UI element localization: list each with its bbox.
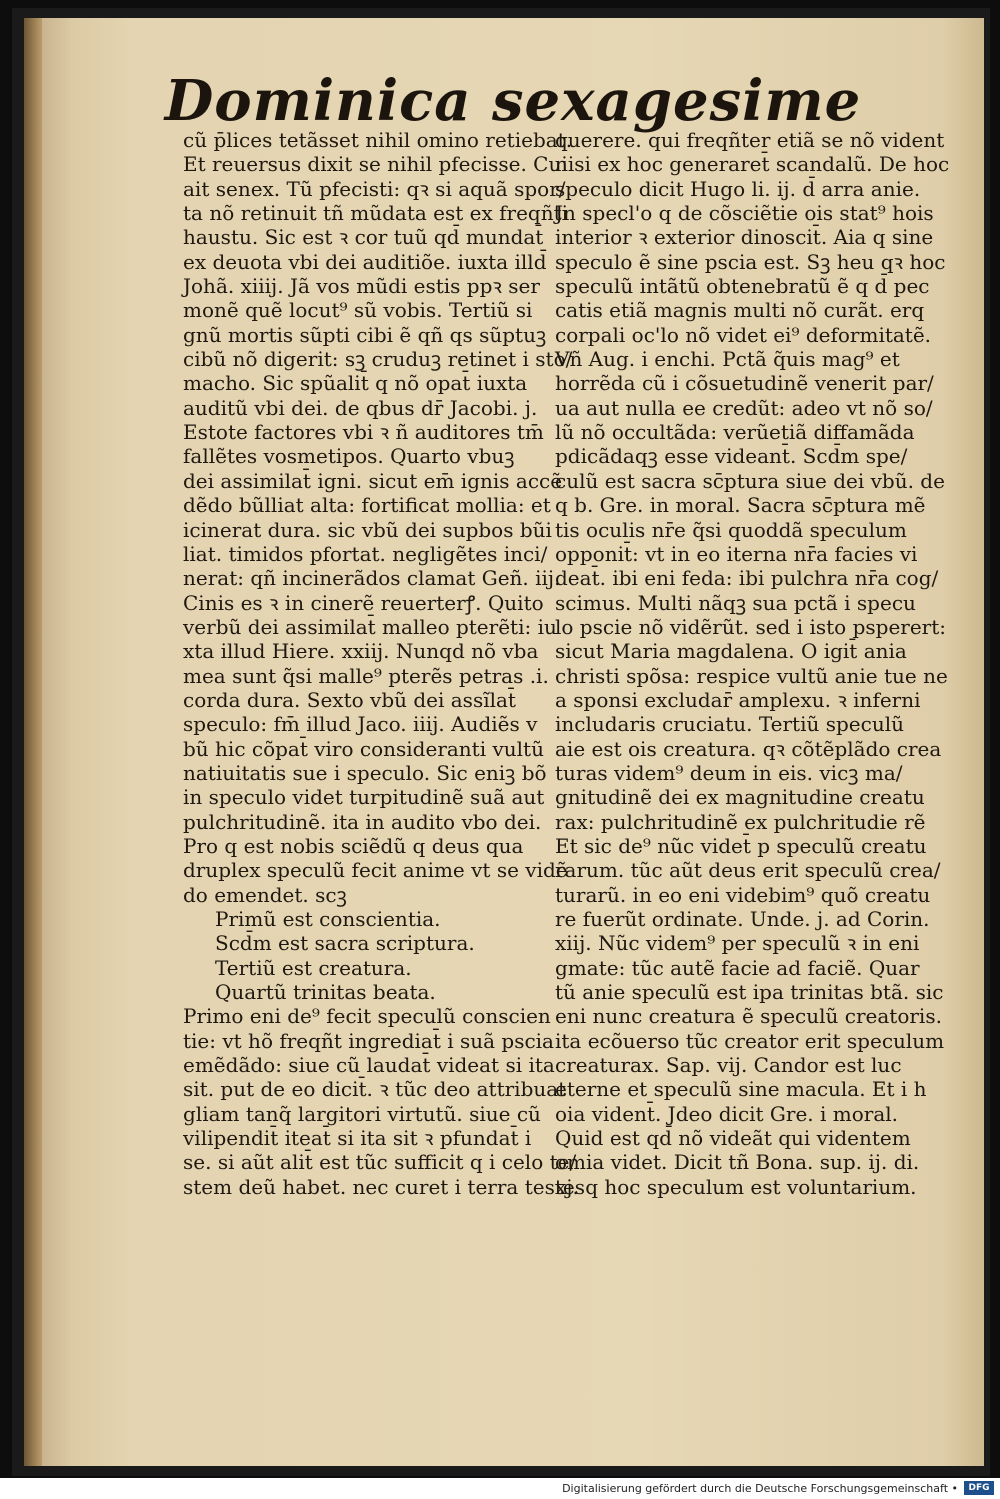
text-line: includaris cruciatu. Tertiũ speculũ (555, 712, 904, 737)
text-line: pulchritudinẽ. ita in audito vbo dei. (183, 809, 542, 834)
text-line: verbũ dei assimilat̄ malleo pterẽti: iu (183, 614, 557, 639)
text-line: corda dura. Sexto vbũ dei assĩlat̄ (183, 687, 516, 712)
funding-notice: Digitalisierung gefördert durch die Deutsche Forschungsgemeinschaft • (562, 1482, 958, 1495)
text-line: vilipendit̄ iteat̄ si ita sit ꝛ pfundat̄ i (183, 1126, 532, 1151)
text-line: lũ nõ occultãda: verũetiã diffamãda (555, 420, 915, 445)
text-line: Quid est qd̄ nõ videãt qui videntem (555, 1126, 911, 1151)
text-line: tie: vt hõ freqñt ingrediat̄ i suã pscia (183, 1028, 554, 1053)
text-line: lo pscie nõ vidẽrũt. sed i isto psperert: (555, 614, 947, 639)
text-line: xta illud Hiere. xxiij. Nunqd nõ vba (183, 639, 539, 664)
text-line: Jn specl'o q de cõsciẽtie ois stat⁹ hois (555, 201, 934, 226)
text-line: deat̄. ibi eni feda: ibi pulchra nr̄a cog/ (555, 566, 939, 591)
text-line: opponit̄: vt in eo iterna nr̄a facies vi (555, 541, 918, 566)
text-line: mea sunt q̃si malle⁹ pterẽs petras .i. (183, 663, 549, 688)
text-line: gnitudinẽ dei ex magnitudine creatu (555, 785, 925, 810)
text-line: druplex speculũ fecit anime vt se vidẽ (183, 858, 568, 883)
text-line: Estote factores vbi ꝛ ñ auditores tm̄ (183, 420, 544, 445)
text-line: dei assimilat̄ igni. sicut em̄ ignis accẽ (183, 468, 563, 493)
text-line: se. si aũt alit̄ est tũc sufficit q i celo te/ (183, 1150, 577, 1175)
text-line: culũ est sacra sc̄ptura siue dei vbũ. de (555, 468, 945, 493)
text-line: nisi ex hoc generaret̄ scandalũ. De hoc (555, 152, 950, 177)
dfg-logo: DFG (964, 1481, 994, 1495)
text-line: Vñ Aug. i enchi. Pctã q̃uis mag⁹ et (555, 347, 900, 372)
text-line: gmate: tũc autẽ facie ad faciẽ. Quar (555, 955, 920, 980)
text-line: oia vident̄. Jdeo dicit Gre. i moral. (555, 1101, 899, 1126)
text-line: interior ꝛ exterior dinoscit̄. Aia q sine (555, 225, 934, 250)
text-line: monẽ quẽ locut⁹ sũ vobis. Tertiũ si (183, 298, 533, 323)
text-line: rarum. tũc aũt deus erit speculũ crea/ (555, 858, 941, 883)
text-line: auditũ vbi dei. de qbus dr̄ Jacobi. j. (183, 395, 538, 420)
text-line: do emendet. scꝫ (183, 882, 347, 907)
text-line: ex deuota vbi dei auditiõe. iuxta illd̄ (183, 249, 547, 274)
text-line: sicut Maria magdalena. O igit̄ ania (555, 639, 907, 664)
text-line: eni nunc creatura ẽ speculũ creatoris. (555, 1004, 942, 1029)
text-line: tis oculis nr̄e q̃si quoddã speculum (555, 517, 907, 542)
text-line: speculũ intãtũ obtenebratũ ẽ q d̄ pec (555, 274, 930, 299)
text-line: natiuitatis sue i speculo. Sic eniꝫ bõ (183, 760, 547, 785)
text-line: horrẽda cũ i cõsuetudinẽ venerit par/ (555, 371, 934, 396)
left-text-column (183, 128, 585, 1199)
text-line: turas videm⁹ deum in eis. vicꝫ ma/ (555, 760, 903, 785)
text-line: re fuerũt ordinate. Unde. j. ad Corin. (555, 907, 930, 931)
text-line: speculo ẽ sine pscia est. Sꝫ heu qꝛ hoc (555, 249, 946, 274)
text-line: aie est ois creatura. qꝛ cõtẽplãdo crea (555, 736, 942, 761)
text-line: gliam tanq̃ largitori virtutũ. siue cũ (183, 1101, 541, 1126)
text-line: christi spõsa: respice vultũ anie tue ne (555, 663, 948, 688)
text-line: eterne et speculũ sine macula. Et i h (555, 1077, 927, 1102)
text-line: xiij. Nũc videm⁹ per speculũ ꝛ in eni (555, 931, 920, 956)
text-line: a sponsi excludar̄ amplexu. ꝛ inferni (555, 687, 921, 712)
text-line: macho. Sic spũalit̄ q nõ opat̄ iuxta (183, 371, 528, 396)
text-line: querere. qui freqñter etiã se nõ vident (555, 128, 945, 152)
text-line: cũ p̄lices tetãsset nihil omino retiebat. (183, 128, 573, 152)
text-line: emẽdãdo: siue cũ laudat̄ videat si ita (183, 1053, 555, 1078)
right-text-column (555, 128, 950, 1199)
text-line: liat. timidos pfortat. negligẽtes inci/ (183, 541, 548, 566)
text-line: scimus. Multi nãqꝫ sua pctã i specu (555, 590, 916, 615)
text-line: pdicãdaqꝫ esse videant̄. Scd̄m spe/ (555, 444, 908, 469)
text-line: catis etiã magnis multi nõ curãt. erq (555, 298, 925, 323)
text-line: xj. q hoc speculum est voluntarium. (555, 1174, 917, 1199)
text-line: stem deũ habet. nec curet i terra testes (183, 1174, 585, 1199)
text-line: cibũ nõ digerit: sꝫ cruduꝫ retinet i sto/ (183, 347, 573, 372)
text-line: Et reuersus dixit se nihil pfecisse. Cui (183, 152, 568, 177)
text-line: Primo eni de⁹ fecit speculũ conscien (183, 1004, 551, 1029)
text-line: Scd̄m est sacra scriptura. (215, 931, 475, 956)
text-line: gnũ mortis sũpti cibi ẽ qñ qs sũptuꝫ (183, 322, 547, 347)
text-line: Primũ est conscientia. (215, 907, 441, 931)
text-line: speculo dicit Hugo li. ij. d̄ arra anie. (555, 176, 921, 201)
text-line: speculo: fm̄ illud Jaco. iiij. Audiẽs v (183, 712, 538, 737)
footer-bar (0, 1478, 1000, 1499)
text-line: dẽdo bũlliat alta: fortificat mollia: et (183, 493, 551, 518)
text-line: q b. Gre. in moral. Sacra sc̄ptura mẽ (555, 493, 926, 518)
text-line: in speculo videt turpitudinẽ suã aut (183, 785, 545, 810)
text-line: tũ anie speculũ est ipa trinitas btã. sic (555, 980, 944, 1005)
text-line: ua aut nulla ee credũt: adeo vt nõ so/ (555, 395, 933, 420)
text-line: rax: pulchritudinẽ ex pulchritudie rẽ (555, 809, 926, 834)
text-line: icinerat dura. sic vbũ dei supbos bũi (183, 517, 552, 542)
text-line: Cinis es ꝛ in cinerẽ reuerterꝭ. Quito (183, 590, 544, 615)
text-line: corpali oc'lo nõ videt ei⁹ deformitatẽ. (555, 322, 932, 347)
text-line: ait senex. Tũ pfecisti: qꝛ si aquã spor/ (183, 176, 566, 201)
text-line: bũ hic cõpat̄ viro consideranti vultũ (183, 736, 544, 761)
text-line: fallẽtes vosmetipos. Quarto vbuꝫ (183, 444, 515, 469)
text-line: Et sic de⁹ nũc videt̄ p speculũ creatu (555, 833, 927, 858)
text-line: omia videt. Dicit tñ Bona. sup. ij. di. (555, 1150, 920, 1175)
text-line: creaturax. Sap. vij. Candor est luc (555, 1053, 902, 1078)
text-line: sit. put de eo dicit̄. ꝛ tũc deo attribuat (183, 1077, 567, 1102)
text-line: Quartũ trinitas beata. (215, 980, 436, 1005)
text-line: nerat: qñ incinerãdos clamat Geñ. iij. (183, 566, 561, 591)
text-line: Pro q est nobis sciẽdũ q deus qua (183, 833, 524, 858)
text-line: haustu. Sic est ꝛ cor tuũ qd̄ mundat̄ (183, 225, 544, 250)
page-title: Dominica sexagesime (164, 68, 862, 134)
text-line: turarũ. in eo eni videbim⁹ quõ creatu (555, 882, 931, 907)
text-line: Tertiũ est creatura. (215, 955, 412, 980)
text-line: ta nõ retinuit tñ mũdata est ex freqñti (183, 201, 569, 226)
text-line: ita ecõuerso tũc creator erit speculum (555, 1028, 945, 1053)
text-line: Johã. xiiij. Jã vos mũdi estis ppꝛ ser (183, 274, 540, 299)
